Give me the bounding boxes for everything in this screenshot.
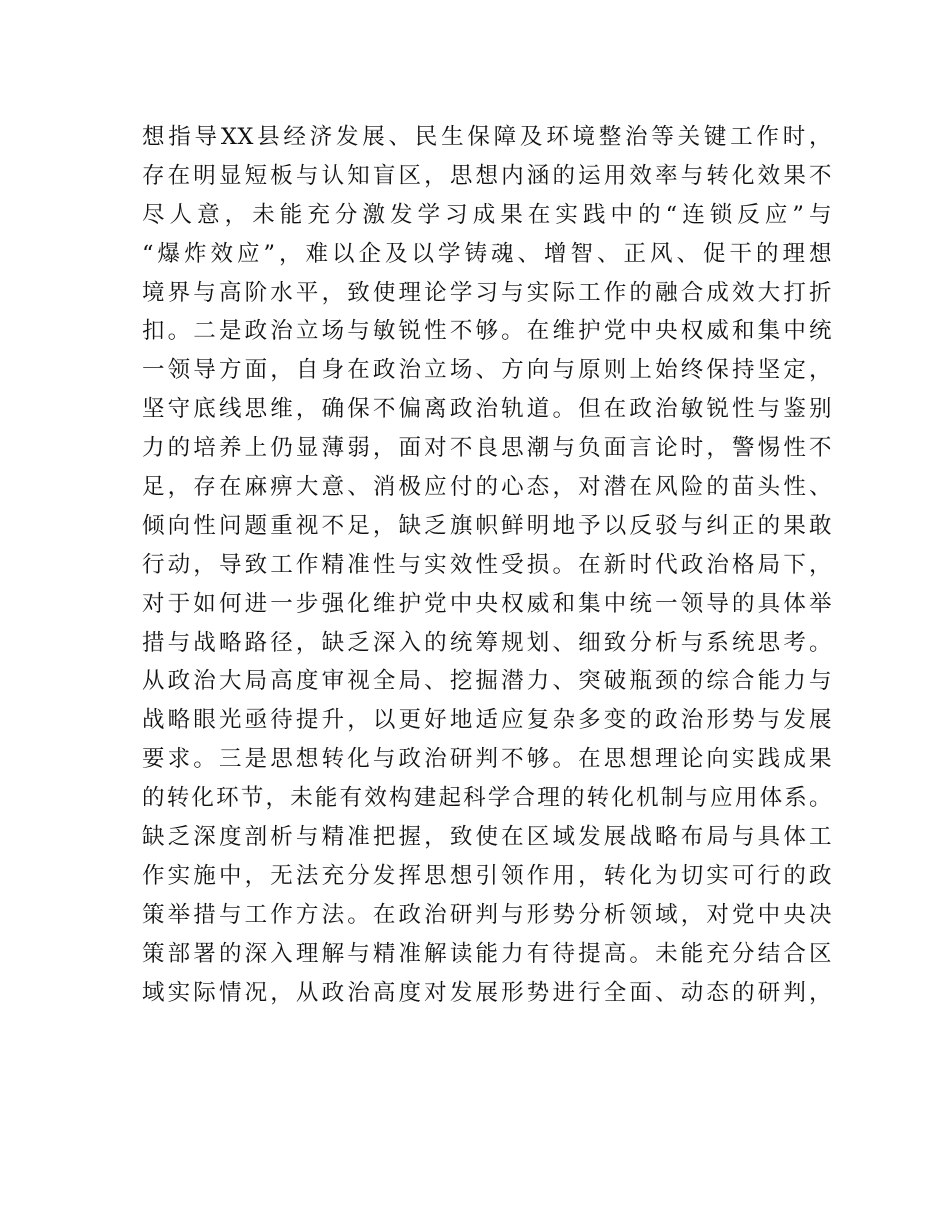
body-paragraph — [142, 118, 832, 1012]
text-line: 策部署的深入理解与精准解读能力有待提高。未能充分结合区 — [142, 940, 832, 967]
text-line: 扣。二是政治立场与敏锐性不够。在维护党中央权威和集中统 — [142, 318, 832, 345]
text-line: 从政治大局高度审视全局、挖掘潜力、突破瓶颈的综合能力与 — [142, 668, 832, 695]
text-line: 尽人意，未能充分激发学习成果在实践中的“连锁反应”与 — [142, 201, 832, 228]
text-line: 措与战略路径，缺乏深入的统筹规划、细致分析与系统思考。 — [142, 629, 832, 656]
text-line: 作实施中，无法充分发挥思想引领作用，转化为切实可行的政 — [142, 862, 832, 889]
text-line: 行动，导致工作精准性与实效性受损。在新时代政治格局下， — [142, 551, 832, 578]
text-line: 域实际情况，从政治高度对发展形势进行全面、动态的研判， — [142, 979, 832, 1006]
text-line: 力的培养上仍显薄弱，面对不良思潮与负面言论时，警惕性不 — [142, 435, 832, 462]
text-line: 境界与高阶水平，致使理论学习与实际工作的融合成效大打折 — [142, 279, 832, 306]
text-line: 要求。三是思想转化与政治研判不够。在思想理论向实践成果 — [142, 746, 832, 773]
text-line: 策举措与工作方法。在政治研判与形势分析领域，对党中央决 — [142, 901, 832, 928]
text-line: 坚守底线思维，确保不偏离政治轨道。但在政治敏锐性与鉴别 — [142, 396, 832, 423]
text-line: 的转化环节，未能有效构建起科学合理的转化机制与应用体系。 — [142, 785, 832, 812]
text-line: 对于如何进一步强化维护党中央权威和集中统一领导的具体举 — [142, 590, 832, 617]
text-line: “爆炸效应”，难以企及以学铸魂、增智、正风、促干的理想 — [142, 240, 832, 267]
text-line: 倾向性问题重视不足，缺乏旗帜鲜明地予以反驳与纠正的果敢 — [142, 512, 832, 539]
text-line: 战略眼光亟待提升，以更好地适应复杂多变的政治形势与发展 — [142, 707, 832, 734]
text-line: 缺乏深度剖析与精准把握，致使在区域发展战略布局与具体工 — [142, 824, 832, 851]
text-line: 足，存在麻痹大意、消极应付的心态，对潜在风险的苗头性、 — [142, 474, 832, 501]
text-line: 存在明显短板与认知盲区，思想内涵的运用效率与转化效果不 — [142, 162, 832, 189]
text-line: 想指导XX县经济发展、民生保障及环境整治等关键工作时， — [142, 124, 832, 150]
text-line: 一领导方面，自身在政治立场、方向与原则上始终保持坚定， — [142, 357, 832, 384]
